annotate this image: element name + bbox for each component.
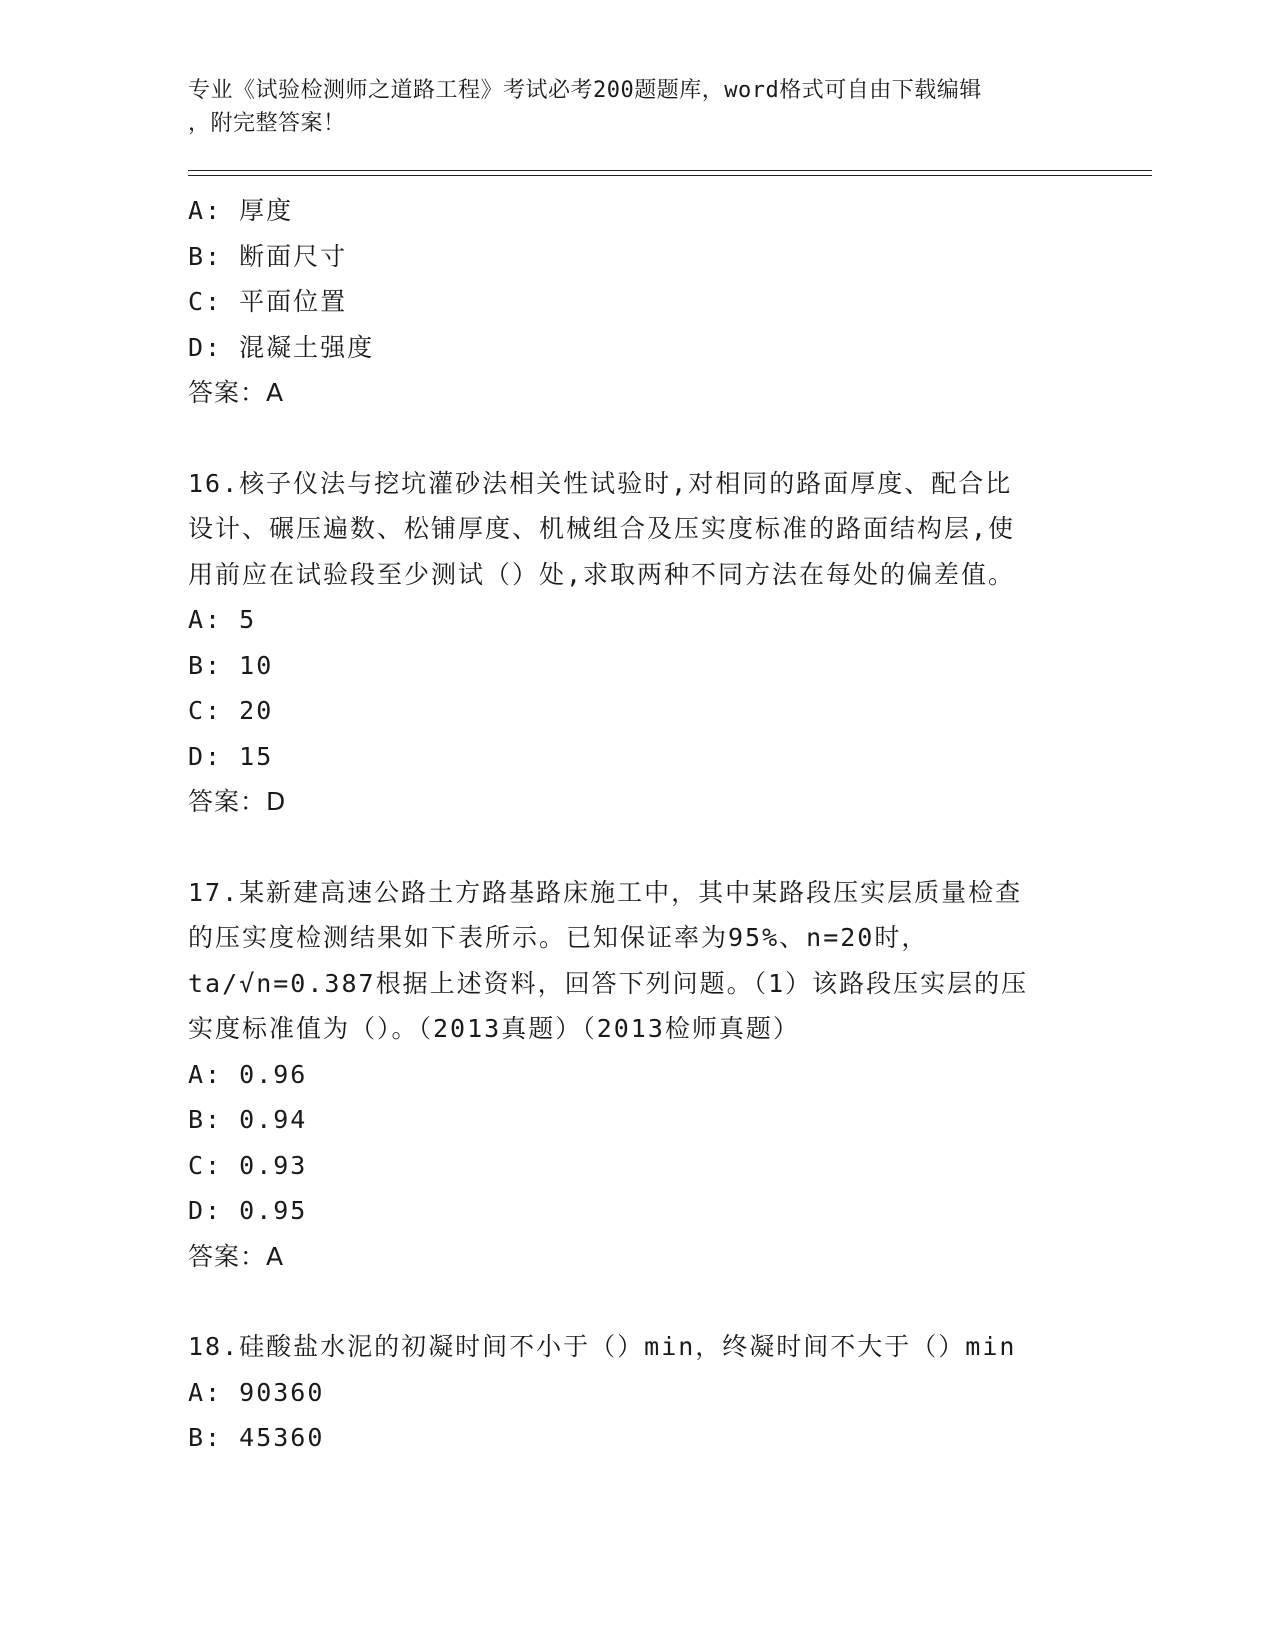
spacer (188, 1279, 1088, 1324)
question-text (188, 1324, 1088, 1370)
question-15 (188, 188, 1088, 416)
question-list (188, 188, 1088, 1461)
option-a: A: 90360 (188, 1377, 325, 1407)
answer-line: 答案：A (188, 378, 285, 407)
question-16 (188, 461, 1088, 825)
question-text-line: 18.硅酸盐水泥的初凝时间不小于（）min，终凝时间不大于（）min (188, 1332, 1017, 1361)
option-b: B: 45360 (188, 1423, 325, 1452)
option-a: A: 5 (188, 605, 257, 634)
header-line-2: ，附完整答案！ (188, 111, 346, 136)
option-b: B: 10 (188, 650, 274, 680)
question-17 (188, 870, 1088, 1280)
question-text-line: 设计、碾压遍数、松铺厚度、机械组合及压实度标准的路面结构层,使 (188, 514, 1016, 543)
option-d: D: 15 (188, 741, 274, 771)
document-header (188, 74, 1088, 140)
question-18 (188, 1324, 1088, 1461)
option-b: B: 断面尺寸 (188, 241, 348, 271)
question-text-line: 用前应在试验段至少测试（）处,求取两种不同方法在每处的偏差值。 (188, 559, 1016, 589)
option-d: D: 混凝土强度 (188, 332, 375, 362)
option-c: C: 平面位置 (188, 287, 348, 316)
question-text-line: ta/√n=0.387根据上述资料，回答下列问题。（1）该路段压实层的压 (188, 968, 1029, 998)
spacer (188, 825, 1088, 870)
option-b: B: 0.94 (188, 1105, 308, 1134)
question-text (188, 461, 1088, 598)
option-a: A: 厚度 (188, 196, 294, 225)
spacer (188, 416, 1088, 461)
header-divider-top (188, 170, 1152, 171)
question-text-line: 17.某新建高速公路土方路基路床施工中，其中某路段压实层质量检查 (188, 877, 1023, 907)
answer-line: 答案：A (188, 1241, 285, 1271)
question-text-line: 实度标准值为（）。（2013真题）（2013检师真题） (188, 1014, 800, 1043)
header-divider-bottom (188, 175, 1152, 176)
option-c: C: 0.93 (188, 1150, 308, 1180)
option-c: C: 20 (188, 696, 274, 725)
question-text-line: 的压实度检测结果如下表所示。已知保证率为95%、n=20时， (188, 923, 929, 952)
header-line-1: 专业《试验检测师之道路工程》考试必考200题题库，word格式可自由下载编辑 (188, 78, 982, 103)
answer-line: 答案：D (188, 787, 287, 816)
option-d: D: 0.95 (188, 1196, 308, 1225)
option-a: A: 0.96 (188, 1059, 308, 1089)
question-text-line: 16.核子仪法与挖坑灌砂法相关性试验时,对相同的路面厚度、配合比 (188, 468, 1013, 498)
question-text (188, 870, 1088, 1052)
